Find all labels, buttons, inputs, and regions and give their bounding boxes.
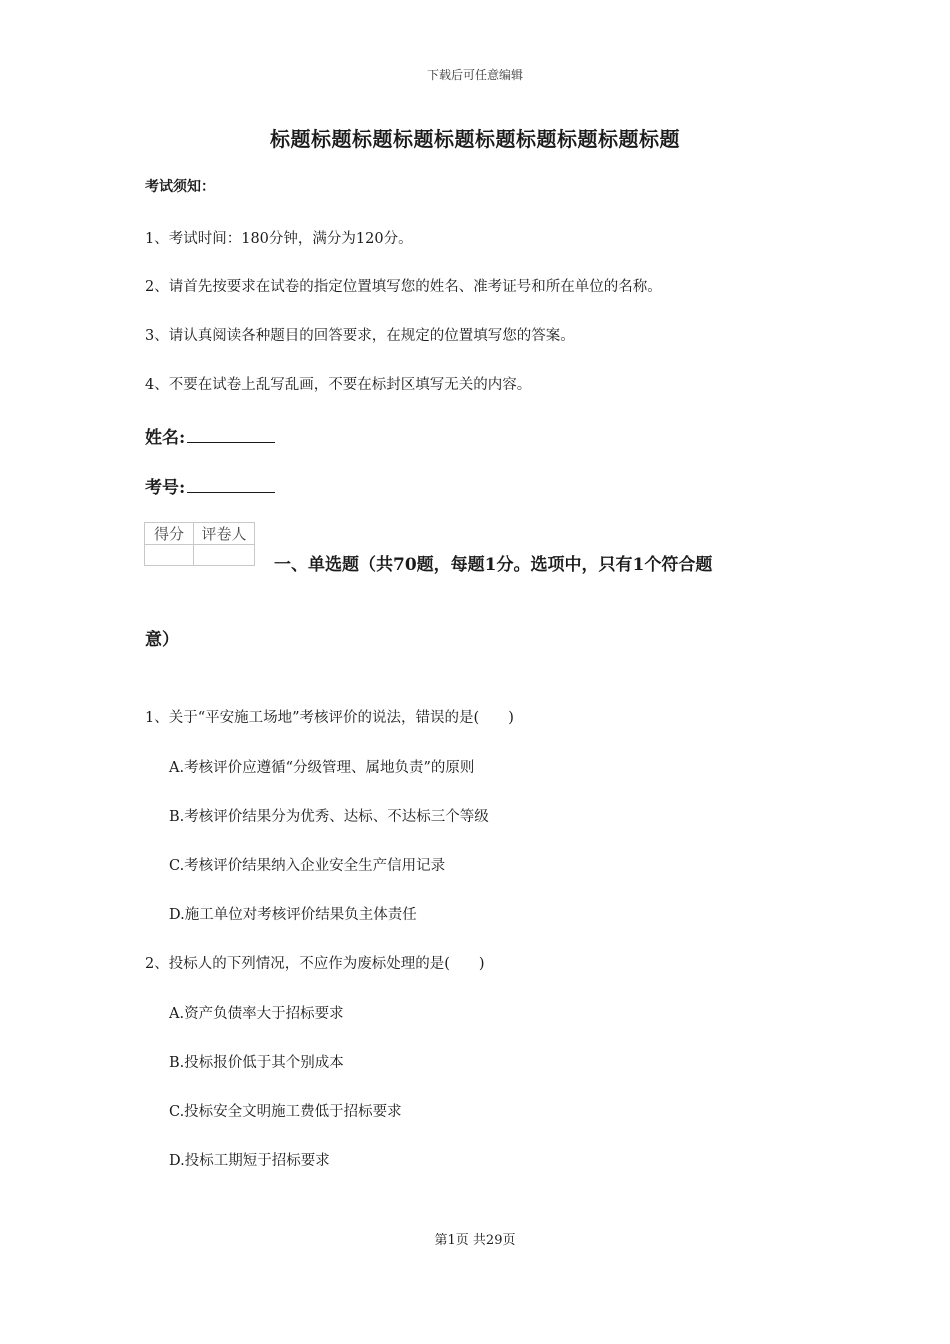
question-text: 1、关于“平安施工场地”考核评价的说法，错误的是( ) <box>145 710 514 726</box>
question-option: D.施工单位对考核评价结果负主体责任 <box>169 907 417 923</box>
name-field[interactable] <box>145 423 275 448</box>
grader-header: 评卷人 <box>194 523 255 545</box>
exam-id-field[interactable] <box>145 473 275 498</box>
score-header: 得分 <box>145 523 194 545</box>
question-option: B.考核评价结果分为优秀、达标、不达标三个等级 <box>169 809 489 825</box>
document-title: 标题标题标题标题标题标题标题标题标题标题 <box>270 127 680 151</box>
score-cell[interactable] <box>145 545 194 566</box>
question-option: C.考核评价结果纳入企业安全生产信用记录 <box>169 858 446 874</box>
name-label: 姓名: <box>145 428 186 448</box>
question-option: A.资产负债率大于招标要求 <box>169 1006 344 1022</box>
page-footer: 第1页 共29页 <box>434 1233 516 1248</box>
notice-item: 2、请首先按要求在试卷的指定位置填写您的姓名、准考证号和所在单位的名称。 <box>145 279 662 295</box>
header-note: 下载后可任意编辑 <box>426 68 523 82</box>
question-option: D.投标工期短于招标要求 <box>169 1153 330 1169</box>
notice-item: 3、请认真阅读各种题目的回答要求，在规定的位置填写您的答案。 <box>145 328 575 344</box>
notice-item: 4、不要在试卷上乱写乱画，不要在标封区填写无关的内容。 <box>145 377 532 393</box>
question-text: 2、投标人的下列情况，不应作为废标处理的是( ) <box>145 956 485 972</box>
question-option: C.投标安全文明施工费低于招标要求 <box>169 1104 402 1120</box>
section-title-continued: 意） <box>145 630 179 650</box>
notice-heading: 考试须知： <box>145 179 215 195</box>
score-table <box>144 522 255 566</box>
question-option: B.投标报价低于其个别成本 <box>169 1055 344 1071</box>
exam-id-blank-line[interactable] <box>187 476 275 493</box>
exam-id-label: 考号: <box>145 478 186 498</box>
question-option: A.考核评价应遵循“分级管理、属地负责”的原则 <box>169 760 475 776</box>
section-title: 一、单选题（共70题，每题1分。选项中，只有1个符合题 <box>274 555 713 575</box>
grader-cell[interactable] <box>194 545 255 566</box>
notice-item: 1、考试时间：180分钟，满分为120分。 <box>145 231 413 247</box>
name-blank-line[interactable] <box>187 426 275 443</box>
